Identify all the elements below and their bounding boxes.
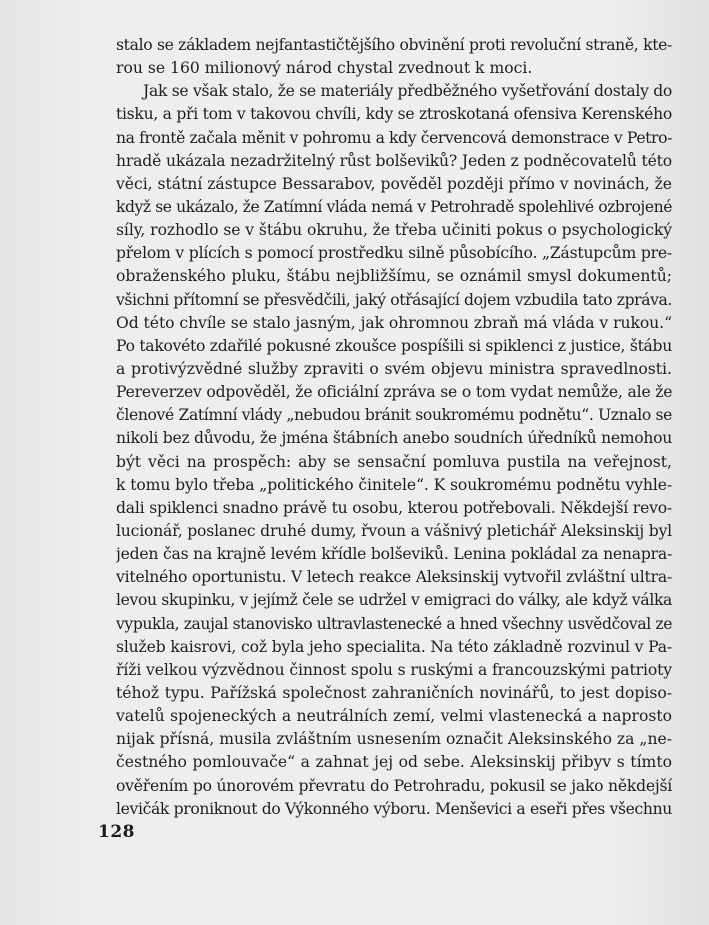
text-line: přelom v plících s pomocí prostředku silně působícího. „Zástupcům pre- <box>116 244 672 263</box>
text-line: levičák proniknout do Výkonného výboru. Menševici a eseři přes všechnu <box>116 799 672 818</box>
text-line: Jak se však stalo, že se materiály předběžného vyšetřování dostaly do <box>143 82 672 101</box>
text-line: ověřením po únorovém převratu do Petrohradu, pokusil se jako někdejší <box>116 776 672 795</box>
text-line: všichni přítomní se přesvědčili, jaký otřásající dojem vzbudila tato zpráva. <box>116 290 672 309</box>
text-line: být věci na prospěch: aby se sensační pomluva pustila na veřejnost, <box>116 452 672 471</box>
text-line: Od této chvíle se stalo jasným, jak ohromnou zbraň má vláda v rukou.“ <box>116 313 672 332</box>
text-line: levou skupinku, v jejímž čele se udržel v emigraci do války, ale když válka <box>116 591 672 610</box>
text-line: stalo se základem nejfantastičtějšího obvinění proti revoluční straně, kte- <box>116 36 672 54</box>
body-text <box>116 34 672 821</box>
text-line: k tomu bylo třeba „politického činitele“. K soukromému podnětu vyhle- <box>116 475 672 494</box>
text-line: hradě ukázala nezadržitelný růst bolševiků? Jeden z podněcovatelů této <box>116 151 672 170</box>
text-line: dali spiklenci snadno právě tu osobu, kterou potřebovali. Někdejší revo- <box>116 498 672 517</box>
text-line: říži velkou výzvědnou činnost spolu s ruskými a francouzskými patrioty <box>116 660 672 679</box>
text-line: na frontě začala měnit v pohromu a kdy červencová demonstrace v Petro- <box>116 128 672 147</box>
text-line: vatelů spojeneckých a neutrálních zemí, velmi vlastenecká a naprosto <box>116 707 672 726</box>
text-line: služeb kaisrovi, což byla jeho specialita. Na této základně rozvinul v Pa- <box>116 637 672 656</box>
text-line: věci, státní zástupce Bessarabov, pověděl později přímo v novinách, že <box>116 174 672 193</box>
text-line: a protivýzvědné služby zpraviti o svém objevu ministra spravedlnosti. <box>116 359 672 378</box>
text-line: čestného pomlouvače“ a zahnat jej od sebe. Aleksinskij přibyv s tímto <box>116 753 672 772</box>
text-line: členové Zatímní vlády „nebudou bránit soukromému podnětu“. Uznalo se <box>116 406 672 425</box>
text-line: vitelného oportunistu. V letech reakce Aleksinskij vytvořil zvláštní ultra- <box>116 568 672 587</box>
text-line: lucionář, poslanec druhé dumy, řvoun a vášnivý pletichář Aleksinskij byl <box>116 521 672 540</box>
text-line: síly, rozhodlo se v štábu okruhu, že třeba učiniti pokus o psychologický <box>116 221 672 240</box>
text-line: když se ukázalo, že Zatímní vláda nemá v Petrohradě spolehlivé ozbrojené <box>116 197 672 216</box>
text-line: téhož typu. Pařížská společnost zahraničních novinářů, to jest dopiso- <box>116 683 672 702</box>
text-line: obraženského pluku, štábu nejbližšímu, se oznámil smysl dokumentů; <box>116 267 672 286</box>
text-line: jeden čas na krajně levém křídle bolševiků. Lenina pokládal za nenapra- <box>116 545 672 564</box>
text-line: rou se 160 milionový národ chystal zvednout k moci. <box>116 59 533 78</box>
text-line: Pereverzev odpověděl, že oficiální zpráva se o tom vydat nemůže, ale že <box>116 383 672 402</box>
text-line: vypukla, zaujal stanovisko ultravlastenecké a hned všechny usvědčoval ze <box>116 614 672 633</box>
text-line: nikoli bez důvodu, že jména štábních anebo soudních úředníků nemohou <box>116 429 672 448</box>
text-line: Po takovéto zdařilé pokusné zkoušce pospíšili si spiklenci z justice, štábu <box>116 336 672 355</box>
page-number: 128 <box>98 822 135 842</box>
text-line: nijak přísná, musila zvláštním usnesením označit Aleksinského za „ne- <box>116 730 672 749</box>
text-line: tisku, a při tom v takovou chvíli, kdy se ztroskotaná ofensiva Kerenského <box>116 105 672 124</box>
